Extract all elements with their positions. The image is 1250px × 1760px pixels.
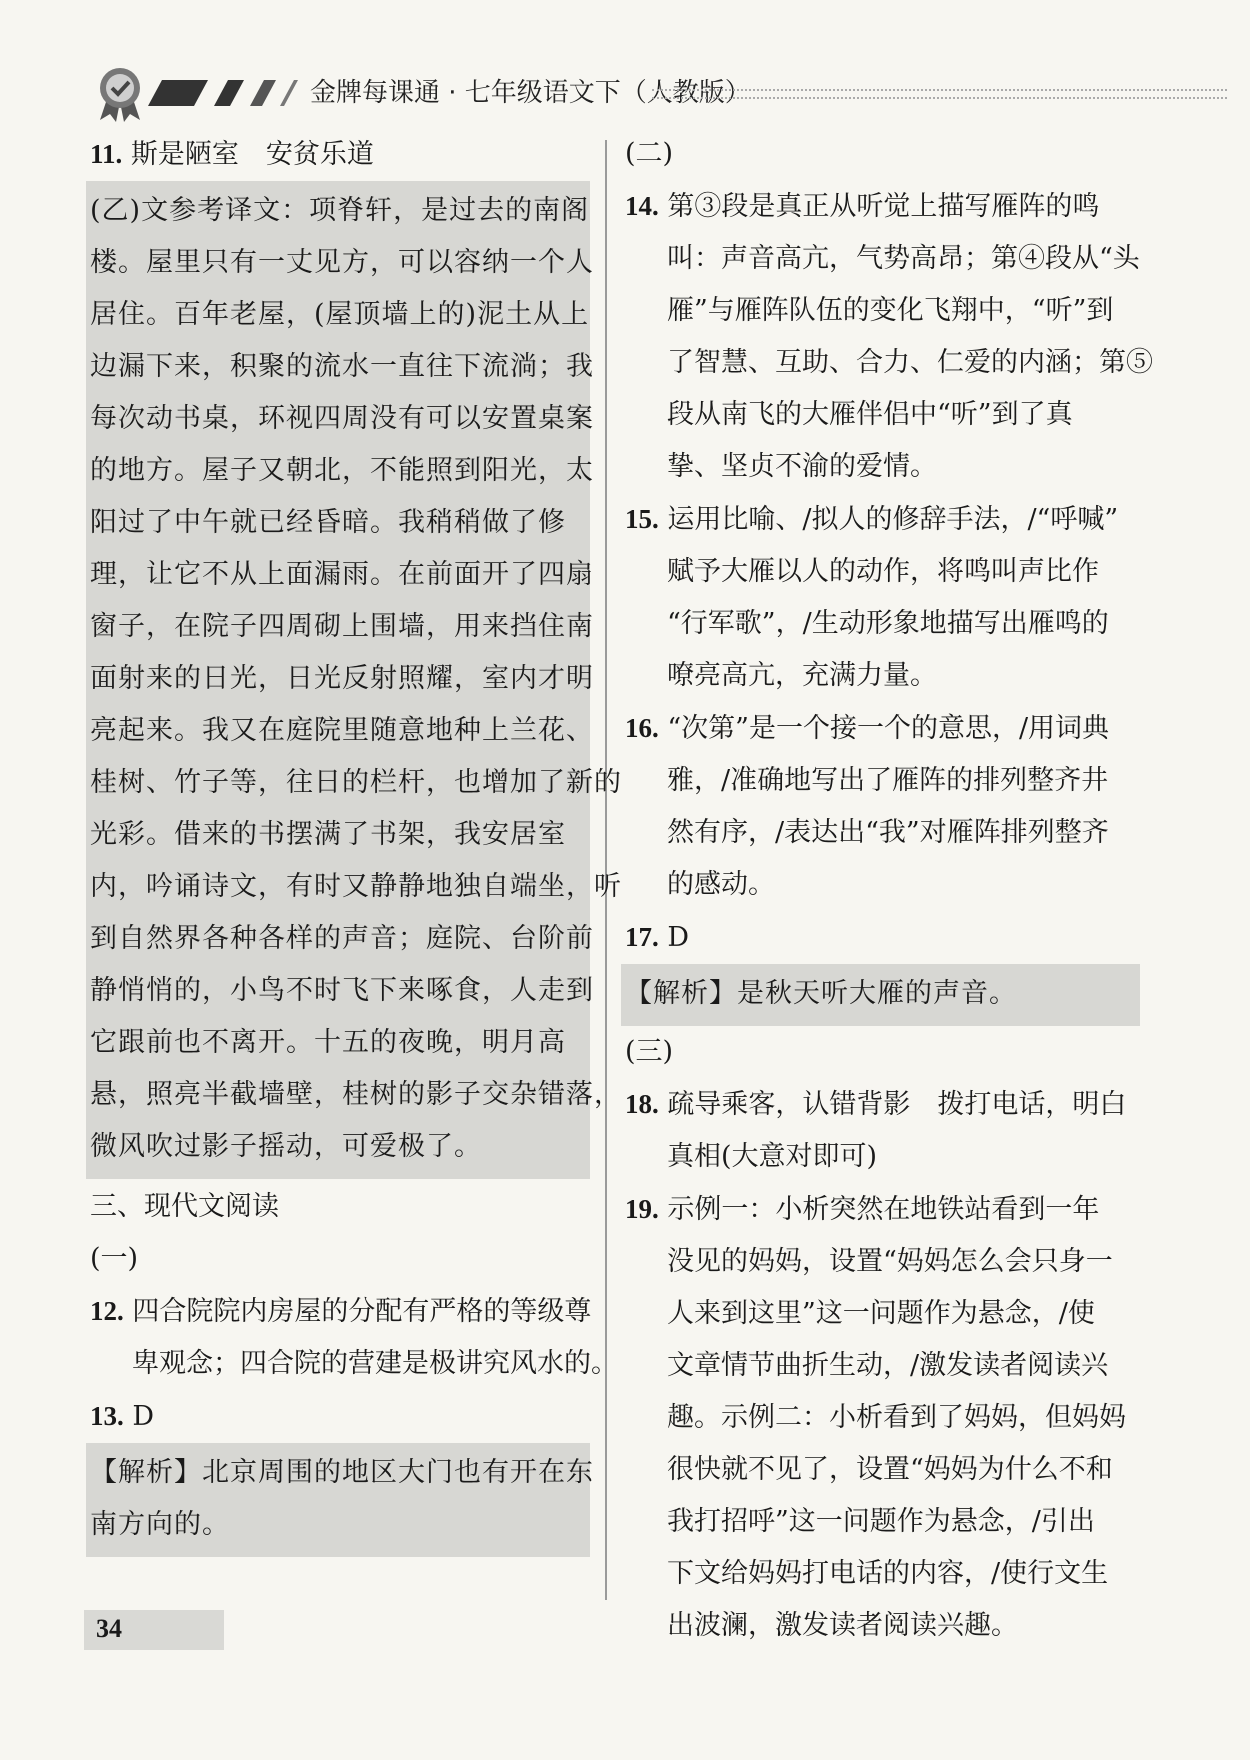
subsection-label: (二) [625,138,674,169]
answer-line: 下文给妈妈打电话的内容，/使行文生 [667,1558,1109,1589]
answer-line: 人来到这里”这一问题作为悬念，/使 [667,1298,1095,1329]
question-17: 17. D [625,922,689,953]
answer-line: 挚、坚贞不渝的爱情。 [667,451,937,482]
analysis-block [86,1443,594,1557]
analysis-block [621,964,1140,1026]
answer-line: 出波澜，激发读者阅读兴趣。 [667,1610,1018,1641]
translation-line: 光彩。借来的书摆满了书架，我安居室 [90,819,566,850]
book-title: 金牌每课通 · 七年级语文下（人教版） [310,78,751,108]
page-number: 34 [96,1614,122,1643]
question-18: 18. 疏导乘客，认错背影 拨打电话，明白 [625,1089,1127,1120]
translation-line: 理，让它不从上面漏雨。在前面开了四扇 [90,559,594,590]
question-19: 19. 示例一：小析突然在地铁站看到一年 [625,1194,1100,1225]
question-14: 14. 第③段是真正从听觉上描写雁阵的鸣 [625,191,1100,222]
answer-line: 雅，/准确地写出了雁阵的排列整齐井 [667,765,1109,796]
answer-line: 文章情节曲折生动，/激发读者阅读兴 [667,1350,1109,1381]
analysis-line: 【解析】是秋天听大雁的声音。 [625,978,1017,1009]
translation-block [86,181,622,1179]
subsection-label: (三) [625,1036,674,1067]
translation-line: 楼。屋里只有一丈见方，可以容纳一个人 [90,247,594,278]
section-title: 三、现代文阅读 [90,1191,279,1222]
translation-line: 面射来的日光，日光反射照耀，室内才明 [90,663,594,694]
question-11: 11. 斯是陋室 安贫乐道 [90,139,374,170]
translation-line: 居住。百年老屋，(屋顶墙上的)泥土从上 [90,299,590,330]
right-column [625,128,1153,1652]
answer-line: 很快就不见了，设置“妈妈为什么不和 [667,1454,1113,1485]
translation-line: 阳过了中午就已经昏暗。我稍稍做了修 [90,507,566,538]
medal-icon [90,62,150,122]
answer-line: 的感动。 [667,869,775,900]
analysis-line: 【解析】北京周围的地区大门也有开在东 [90,1457,594,1488]
question-12: 12. 四合院院内房屋的分配有严格的等级尊 [90,1296,592,1327]
answer-line: 卑观念；四合院的营建是极讲究风水的。 [132,1348,618,1379]
answer-line: 雁”与雁阵队伍的变化飞翔中，“听”到 [667,295,1114,326]
header-rule [652,89,1227,99]
translation-line: 到自然界各种各样的声音；庭院、台阶前 [90,923,594,954]
answer-line: 嘹亮高亢，充满力量。 [667,660,937,691]
decorative-stripes [148,80,298,106]
answer-line: 没见的妈妈，设置“妈妈怎么会只身一 [667,1246,1113,1277]
answer-line: 然有序，/表达出“我”对雁阵排列整齐 [667,817,1109,848]
translation-line: 静悄悄的，小鸟不时飞下来啄食，人走到 [90,975,594,1006]
translation-line: 边漏下来，积聚的流水一直往下流淌；我 [90,351,594,382]
translation-line: 它跟前也不离开。十五的夜晚，明月高 [90,1027,566,1058]
translation-line: 的地方。屋子又朝北，不能照到阳光，太 [90,455,594,486]
translation-line: 桂树、竹子等，往日的栏杆，也增加了新的 [90,767,622,798]
answer-line: 叫：声音高亢，气势高昂；第④段从“头 [667,243,1140,274]
question-16: 16. “次第”是一个接一个的意思，/用词典 [625,713,1110,744]
page-number-box [84,1610,224,1650]
question-13: 13. D [90,1401,154,1432]
question-15: 15. 运用比喻、/拟人的修辞手法，/“呼喊” [625,504,1119,535]
translation-line: 每次动书桌，环视四周没有可以安置桌案 [90,403,594,434]
translation-line: 内，吟诵诗文，有时又静静地独自端坐，听 [90,871,622,902]
translation-line: 亮起来。我又在庭院里随意地种上兰花、 [90,715,594,746]
analysis-line: 南方向的。 [90,1509,230,1540]
answer-line: 赋予大雁以人的动作，将鸣叫声比作 [667,556,1099,587]
translation-line: (乙)文参考译文：项脊轩，是过去的南阁 [90,195,590,226]
answer-line: 我打招呼”这一问题作为悬念，/引出 [667,1506,1095,1537]
page-header [90,62,1130,122]
answer-line: “行军歌”，/生动形象地描写出雁鸣的 [667,608,1109,639]
translation-line: 窗子，在院子四周砌上围墙，用来挡住南 [90,611,594,642]
translation-line: 微风吹过影子摇动，可爱极了。 [90,1131,482,1162]
answer-line: 段从南飞的大雁伴侣中“听”到了真 [667,399,1073,430]
answer-line: 了智慧、互助、合力、仁爱的内涵；第⑤ [667,347,1153,378]
left-column [90,128,622,1557]
subsection-label: (一) [90,1243,139,1274]
answer-line: 真相(大意对即可) [667,1141,878,1172]
translation-line: 悬，照亮半截墙壁，桂树的影子交杂错落， [90,1079,622,1110]
answer-line: 趣。示例二：小析看到了妈妈，但妈妈 [667,1402,1126,1433]
